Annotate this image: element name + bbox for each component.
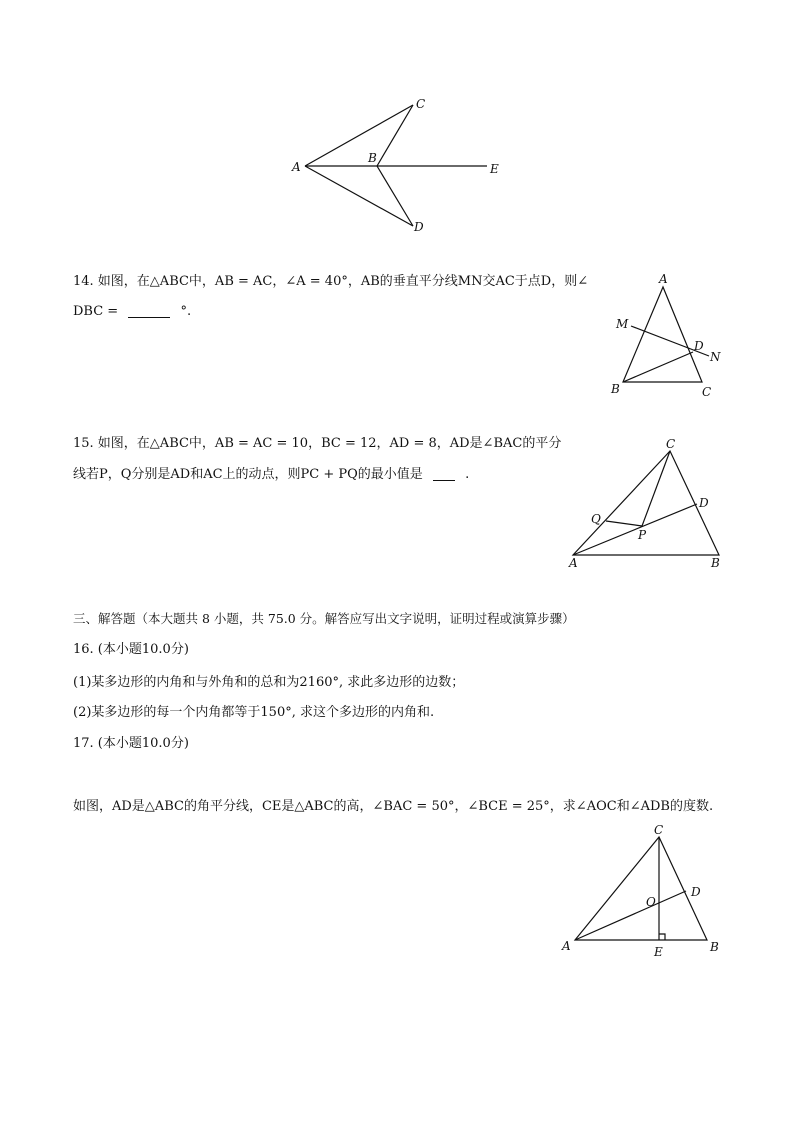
q17-body: 如图，AD是△ABC的角平分线，CE是△ABC的高，∠BAC = 50°，∠BCE = 25°，求∠AOC和∠ADB的度数.: [73, 799, 714, 814]
q15-line1: 15. 如图，在△ABC中，AB = AC = 10，BC = 12，AD = 8，AD是∠BAC的平分: [73, 436, 562, 451]
label-p: P: [638, 528, 647, 542]
label-c: C: [666, 437, 676, 451]
label-d: D: [694, 339, 704, 353]
label-b: B: [711, 556, 720, 570]
q16-part2: (2)某多边形的每一个内角都等于150°, 求这个多边形的内角和.: [73, 705, 435, 720]
label-d: D: [699, 496, 709, 510]
label-a: A: [292, 160, 301, 174]
q14-line2-suffix: °.: [180, 304, 192, 319]
label-c: C: [702, 385, 712, 399]
label-e: E: [654, 945, 663, 959]
label-n: N: [710, 350, 721, 364]
label-d: D: [414, 220, 424, 234]
label-a: A: [569, 556, 578, 570]
q14-line2-prefix: DBC =: [73, 304, 119, 319]
q14-line1: 14. 如图，在△ABC中，AB = AC，∠A = 40°，AB的垂直平分线MN交AC于点D，则∠: [73, 274, 589, 289]
triangle-abc: [575, 837, 707, 940]
q16-part1: (1)某多边形的内角和与外角和的总和为2160°, 求此多边形的边数；: [73, 675, 465, 690]
label-d: D: [691, 885, 701, 899]
label-b: B: [368, 151, 377, 165]
label-q: Q: [591, 512, 601, 526]
label-c: C: [654, 823, 664, 837]
section-heading: 三、解答题（本大题共 8 小题，共 75.0 分。解答应写出文字说明，证明过程或演算步骤）: [73, 611, 575, 626]
q16-title: 16. (本小题10.0分): [73, 642, 189, 657]
q17-title: 17. (本小题10.0分): [73, 736, 189, 751]
right-angle-mark: [659, 934, 665, 940]
label-b: B: [611, 382, 620, 396]
label-c: C: [416, 97, 426, 111]
label-e: E: [490, 162, 499, 176]
q15-line2-suffix: .: [465, 467, 470, 482]
label-a: A: [562, 939, 571, 953]
q15-line2-prefix: 线若P，Q分别是AD和AC上的动点，则PC + PQ的最小值是: [73, 467, 423, 482]
label-o: O: [646, 895, 656, 909]
segment-ad: [575, 891, 686, 940]
label-b: B: [710, 940, 719, 954]
label-a: A: [659, 272, 668, 286]
label-m: M: [616, 317, 629, 331]
